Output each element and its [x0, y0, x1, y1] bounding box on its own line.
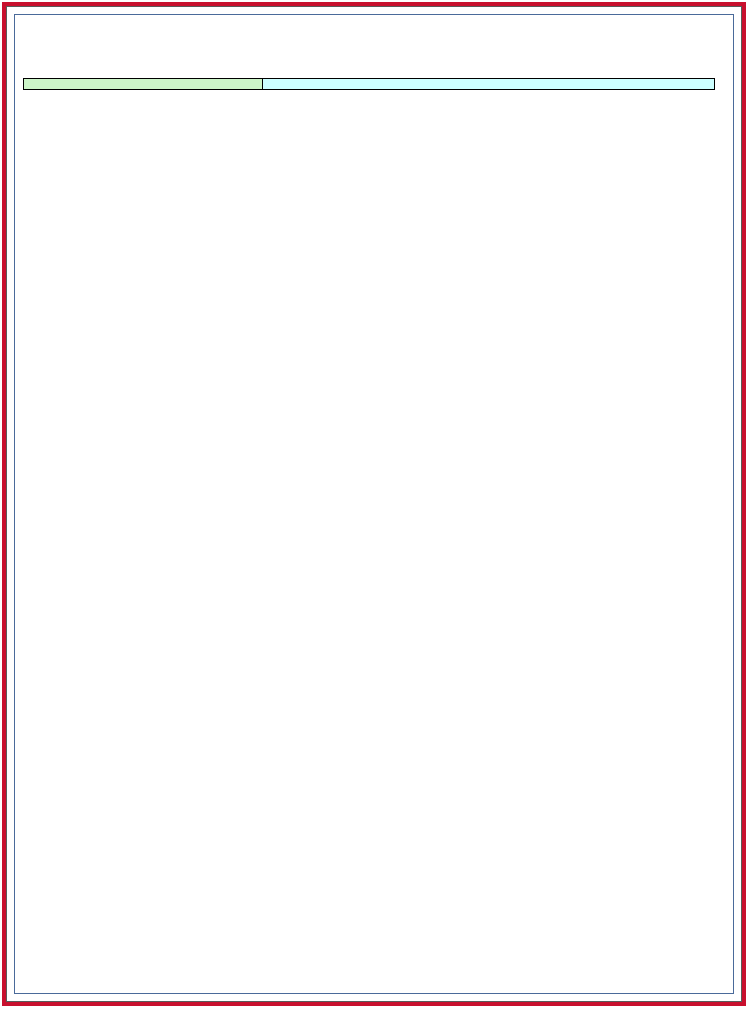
- page-frame: [2, 2, 746, 1006]
- page-title: [23, 19, 725, 45]
- port-label: [23, 78, 263, 90]
- form-content: [23, 19, 725, 90]
- form-sheet: [14, 14, 734, 994]
- port-value[interactable]: [263, 78, 715, 90]
- port-row: [23, 78, 725, 90]
